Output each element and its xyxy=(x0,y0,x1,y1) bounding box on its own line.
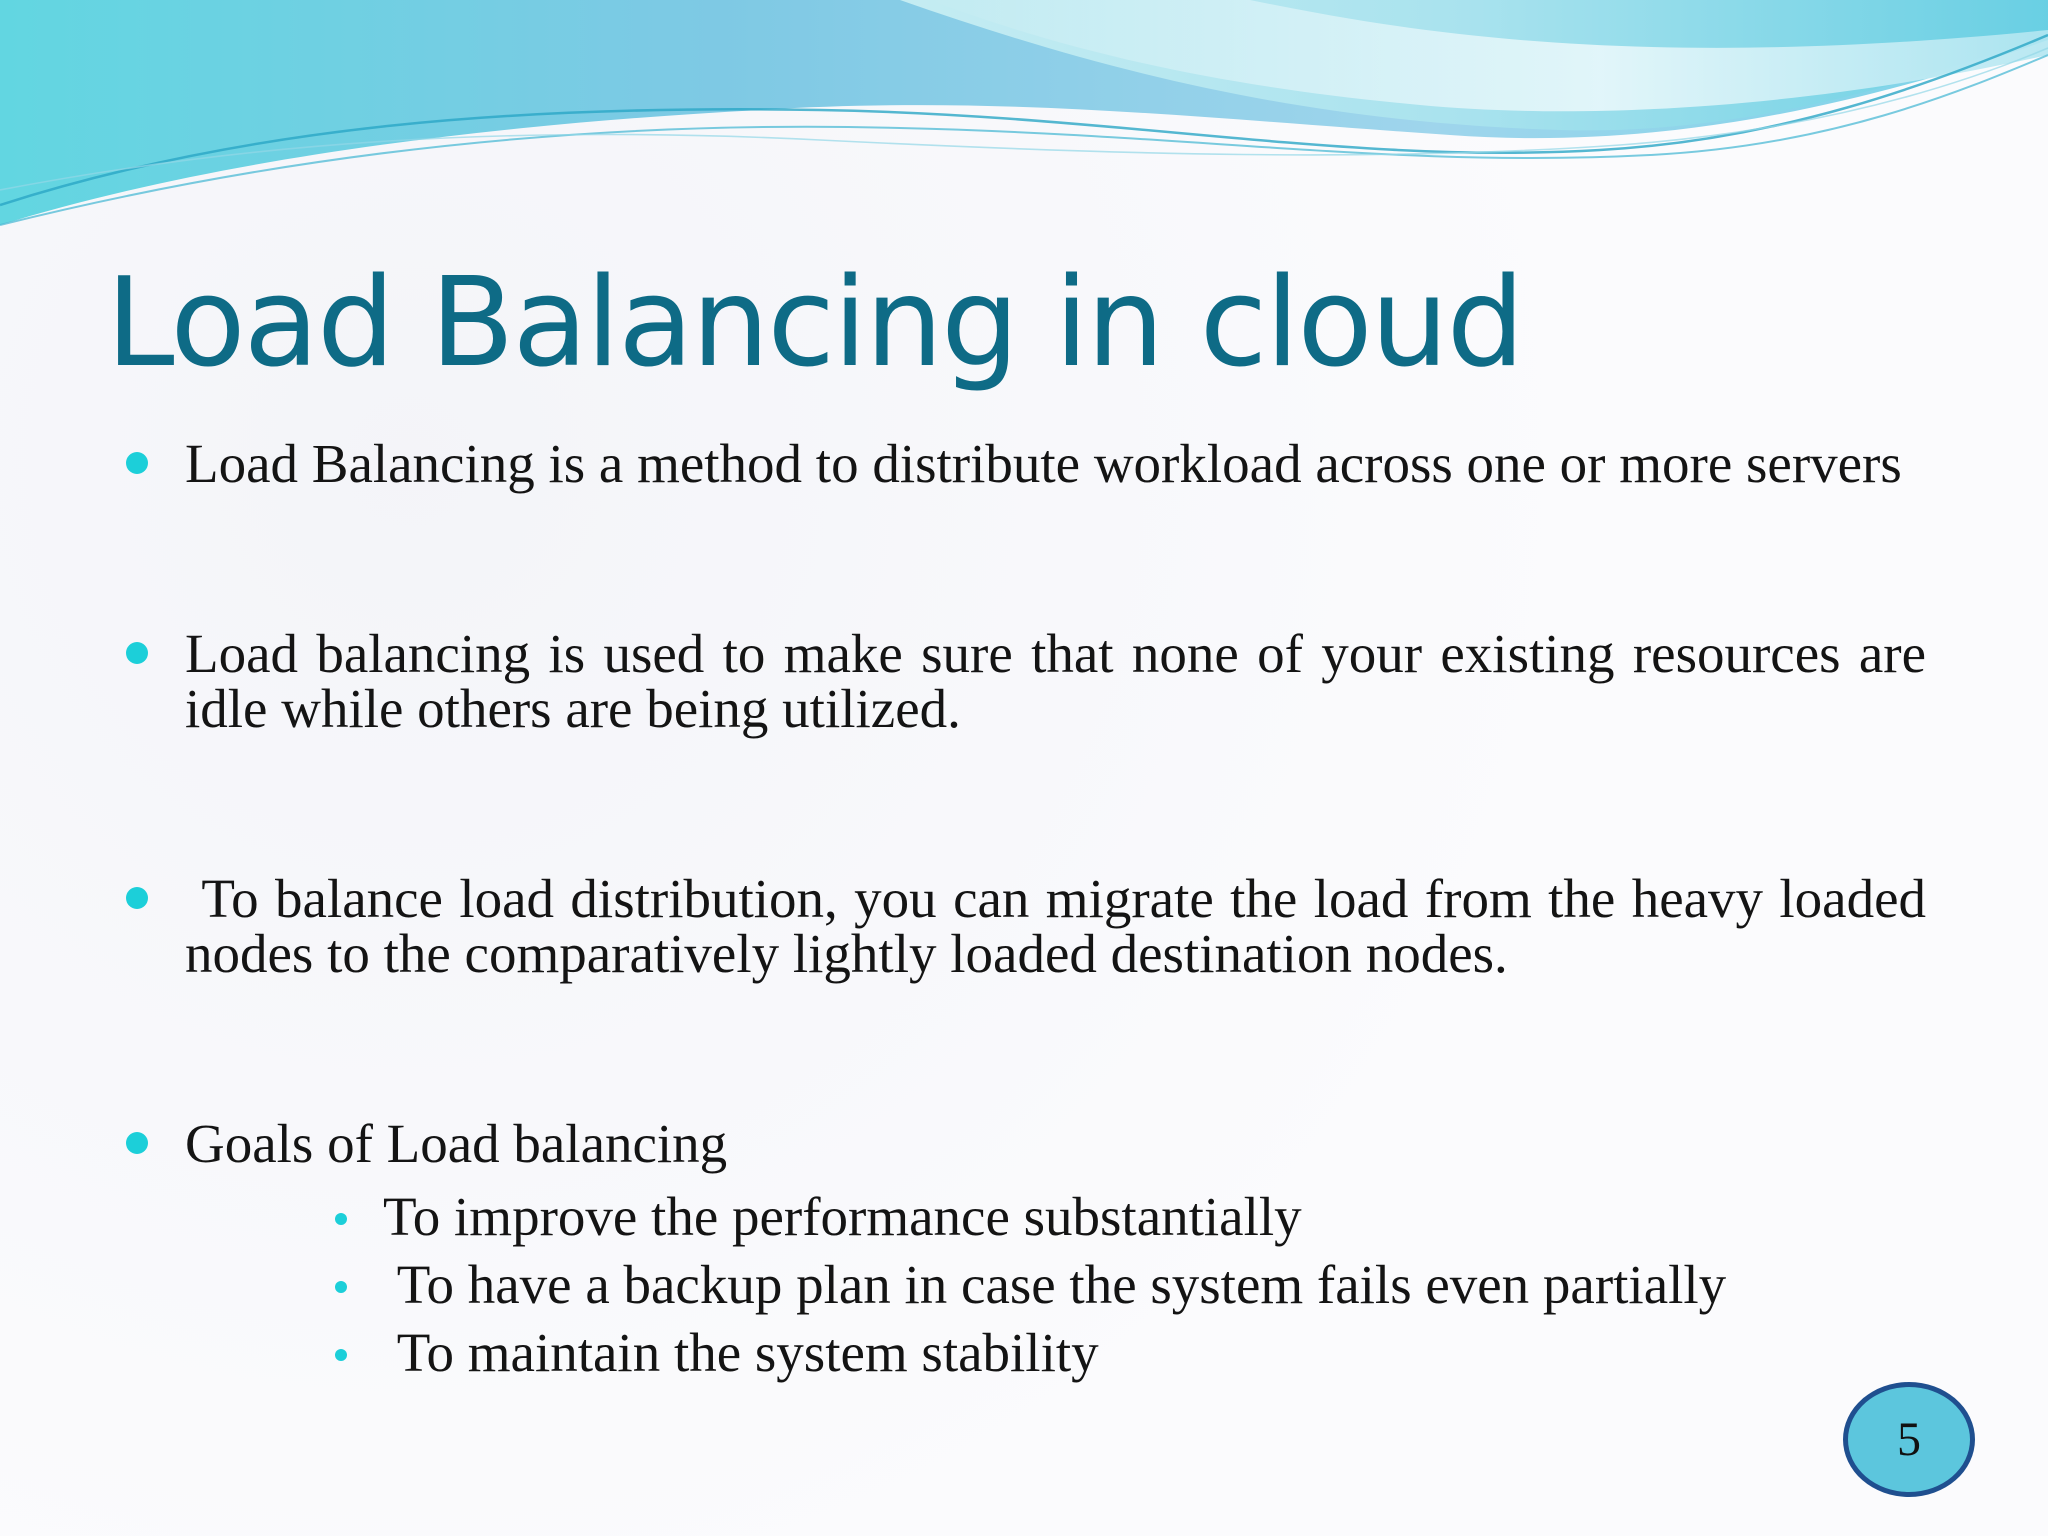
sub-bullet-dot-icon xyxy=(335,1213,347,1225)
bullet-dot-icon xyxy=(126,1132,148,1154)
sub-bullet-list xyxy=(185,1183,1926,1387)
bullet-text: Load balancing is used to make sure that none of your existing resources are idle while others are being utilized. xyxy=(185,623,1926,739)
sub-bullet-item xyxy=(335,1319,1926,1387)
bullet-dot-icon xyxy=(126,642,148,664)
bullet-list xyxy=(126,433,1954,1387)
page-number-badge xyxy=(1843,1382,1975,1497)
page-number: 5 xyxy=(1897,1413,1921,1466)
bullet-item xyxy=(126,433,1926,494)
bullet-item xyxy=(126,1113,1926,1387)
bullet-item xyxy=(126,868,1954,984)
sub-bullet-dot-icon xyxy=(335,1281,347,1293)
sub-bullet-dot-icon xyxy=(335,1349,347,1361)
sub-bullet-item xyxy=(335,1183,1926,1251)
sub-bullet-text: To improve the performance substantially xyxy=(383,1186,1302,1247)
sub-bullet-text: To maintain the system stability xyxy=(383,1322,1099,1383)
bullet-text: To balance load distribution, you can migrate the load from the heavy loaded nodes to the comparatively lightly loaded destination nodes. xyxy=(185,868,1954,984)
bullet-dot-icon xyxy=(126,887,148,909)
header-wave-decoration xyxy=(0,0,2048,260)
bullet-text: Load Balancing is a method to distribute workload across one or more servers xyxy=(185,433,1902,494)
sub-bullet-item xyxy=(335,1251,1926,1319)
slide-title: Load Balancing in cloud xyxy=(106,252,1523,395)
sub-bullet-text: To have a backup plan in case the system fails even partially xyxy=(383,1254,1727,1315)
bullet-item xyxy=(126,623,1926,739)
bullet-dot-icon xyxy=(126,452,148,474)
bullet-text: Goals of Load balancing xyxy=(185,1113,728,1174)
